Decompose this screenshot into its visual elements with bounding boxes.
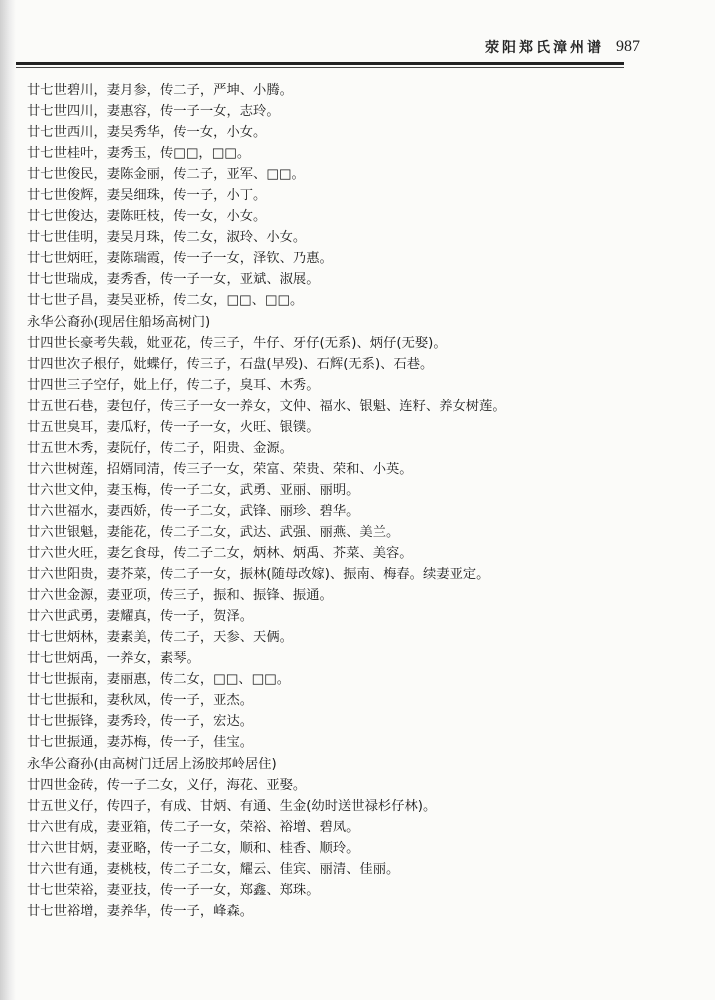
header-rule-thick: [16, 62, 624, 65]
text-line: 廿六世武勇，妻耀真，传一子，贺泽。: [27, 609, 254, 625]
text-line: 廿六世银魁，妻能花，传二子二女，武达、武强、丽燕、美兰。: [27, 524, 400, 540]
text-line: 廿七世振南，妻丽惠，传二女，□□、□□。: [27, 672, 291, 688]
text-line: 廿六世火旺，妻乞食母，传二子二女，炳林、炳禹、芥菜、美容。: [27, 546, 413, 562]
text-line: 廿七世子昌，妻吴亚桥，传二女，□□、□□。: [27, 293, 304, 309]
text-line: 廿七世振锋，妻秀玲，传一子，宏达。: [27, 714, 254, 730]
text-line: 廿五世臭耳，妻瓜籽，传一子一女，火旺、银镤。: [27, 419, 320, 435]
text-line: 廿七世炳旺，妻陈瑞霞，传一子一女，泽钦、乃惠。: [27, 251, 333, 267]
text-line: 廿六世阳贵，妻芥菜，传二子一女，振林(随母改嫁)、振南、梅春。续妻亚定。: [27, 567, 490, 583]
text-line: 廿六世有成，妻亚箱，传二子一女，荣裕、裕增、碧凤。: [27, 819, 360, 835]
text-line: 廿七世炳林，妻素美，传二子，天参、天俩。: [27, 630, 293, 646]
section-heading: 永华公裔孙(由高树门迁居上汤胶邦岭居住): [27, 756, 277, 772]
book-title: 荥阳郑氏漳州谱: [485, 40, 604, 56]
genealogy-text: [27, 80, 687, 922]
page-header: [430, 36, 640, 58]
text-line: 廿四世金砖，传一子二女，义仔，海花、亚娶。: [27, 777, 307, 793]
text-line: 廿七世碧川，妻月参，传二子，严坤、小腾。: [27, 83, 293, 98]
book-spine-shadow: [0, 0, 16, 1000]
text-line: 廿七世俊民，妻陈金丽，传二子，亚军、□□。: [27, 167, 305, 183]
text-line: 廿六世福水，妻西娇，传一子二女，武锋、丽珍、碧华。: [27, 503, 360, 519]
section-heading: 永华公裔孙(现居住船场高树门): [27, 314, 211, 330]
text-line: 廿七世桂叶，妻秀玉，传□□，□□。: [27, 146, 251, 162]
text-line: 廿四世三子空仔，妣上仔，传二子，臭耳、木秀。: [27, 377, 320, 393]
text-line: 廿六世有通，妻桃枝，传二子二女，耀云、佳宾、丽清、佳丽。: [27, 861, 400, 877]
text-line: 廿六世甘炳，妻亚略，传一子二女，顺和、桂香、顺玲。: [27, 840, 360, 856]
text-line: 廿七世瑞成，妻秀香，传一子一女，亚斌、淑展。: [27, 272, 320, 288]
text-line: 廿五世义仔，传四子，有成、甘炳、有通、生金(幼时送世禄杉仔林)。: [27, 798, 437, 814]
text-line: 廿六世金源，妻亚项，传三子，振和、振锋、振通。: [27, 588, 333, 604]
text-line: 廿七世振通，妻苏梅，传一子，佳宝。: [27, 735, 254, 751]
text-line: 廿五世石巷，妻包仔，传三子一女一养女，文仲、福水、银魁、连籽、养女树莲。: [27, 398, 506, 414]
text-line: 廿七世炳禹，一养女，素琴。: [27, 651, 200, 667]
text-line: 廿六世树莲，招婿同清，传三子一女，荣富、荣贵、荣和、小英。: [27, 461, 413, 477]
text-line: 廿七世西川，妻吴秀华，传一女，小女。: [27, 125, 267, 141]
text-line: 廿六世文仲，妻玉梅，传一子二女，武勇、亚丽、丽明。: [27, 482, 360, 498]
text-line: 廿七世佳明，妻吴月珠，传二女，淑玲、小女。: [27, 230, 307, 246]
page-number: 987: [616, 38, 640, 55]
text-line: 廿七世俊达，妻陈旺枝，传一女，小女。: [27, 209, 267, 225]
text-line: 廿七世俊辉，妻吴细珠，传一子，小丁。: [27, 188, 267, 204]
text-line: 廿七世四川，妻惠容，传一子一女，志玲。: [27, 104, 280, 120]
text-line: 廿七世荣裕，妻亚技，传一子一女，郑鑫、郑珠。: [27, 882, 320, 898]
text-line: 廿四世次子根仔，妣蝶仔，传三子，石盘(早殁)、石辉(无系)、石巷。: [27, 356, 434, 372]
text-line: 廿七世振和，妻秋凤，传一子，亚杰。: [27, 693, 254, 709]
text-line: 廿四世长豪考失载，妣亚花，传三子，牛仔、牙仔(无系)、炳仔(无娶)。: [27, 335, 447, 351]
text-line: 廿七世裕增，妻养华，传一子，峰森。: [27, 903, 254, 919]
text-line: 廿五世木秀，妻阮仔，传二子，阳贵、金源。: [27, 440, 293, 456]
header-rule-thin: [16, 67, 624, 68]
